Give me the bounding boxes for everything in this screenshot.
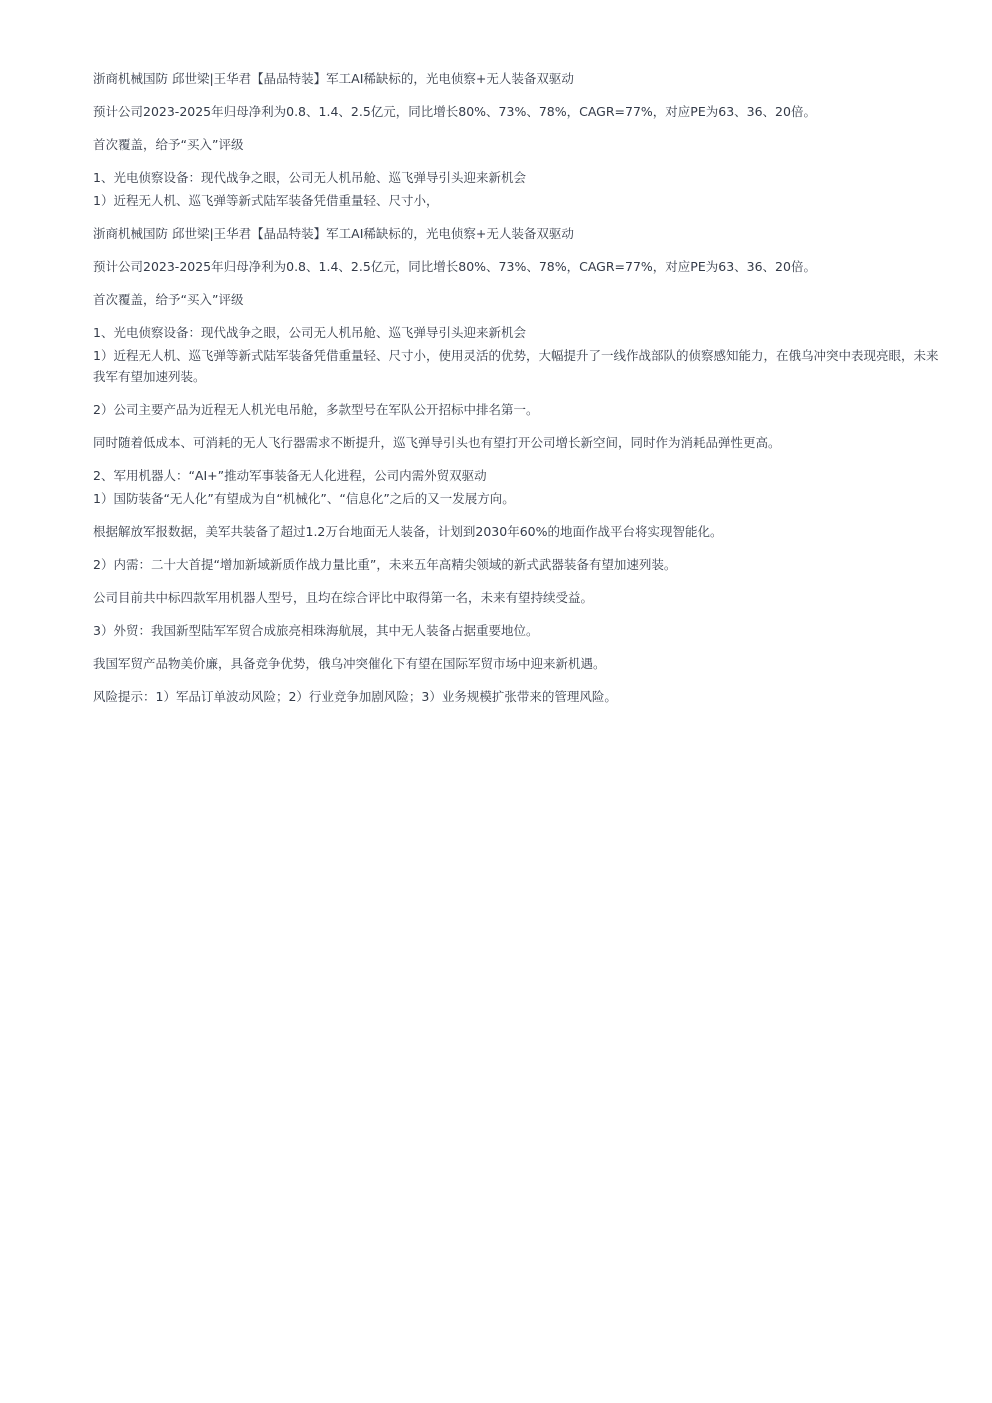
section-1-note: 同时随着低成本、可消耗的无人飞行器需求不断提升，巡飞弹导引头也有望打开公司增长新空间，同时作为消耗品弹性更高。	[93, 435, 781, 450]
section-heading-1: 1、光电侦察设备：现代战争之眼，公司无人机吊舱、巡飞弹导引头迎来新机会	[93, 170, 526, 185]
section-1-point-2: 2）公司主要产品为近程无人机光电吊舱，多款型号在军队公开招标中排名第一。	[93, 402, 539, 417]
section-2-data-note: 根据解放军报数据，美军共装备了超过1.2万台地面无人装备，计划到2030年60%的地面作战平台将实现智能化。	[93, 524, 723, 539]
document-body	[93, 68, 939, 719]
headline: 浙商机械国防 邱世梁|王华君【晶品特装】军工AI稀缺标的，光电侦察+无人装备双驱动	[93, 71, 574, 86]
section-heading-2: 2、军用机器人：“AI+”推动军事装备无人化进程，公司内需外贸双驱动	[93, 468, 487, 483]
section-2-point-3: 3）外贸：我国新型陆军军贸合成旅亮相珠海航展，其中无人装备占据重要地位。	[93, 623, 539, 638]
forecast-paragraph: 预计公司2023-2025年归母净利为0.8、1.4、2.5亿元，同比增长80%、73%、78%，CAGR=77%，对应PE为63、36、20倍。	[93, 104, 816, 119]
section-1-point-1-partial: 1）近程无人机、巡飞弹等新式陆军装备凭借重量轻、尺寸小，	[93, 193, 439, 208]
rating-paragraph: 首次覆盖，给予“买入”评级	[93, 137, 244, 152]
section-2-point-2: 2）内需：二十大首提“增加新域新质作战力量比重”，未来五年高精尖领域的新式武器装备有望加速列装。	[93, 557, 677, 572]
rating-paragraph-repeat: 首次覆盖，给予“买入”评级	[93, 292, 244, 307]
section-2-contract-note: 公司目前共中标四款军用机器人型号，且均在综合评比中取得第一名，未来有望持续受益。	[93, 590, 594, 605]
forecast-paragraph-repeat: 预计公司2023-2025年归母净利为0.8、1.4、2.5亿元，同比增长80%、73%、78%，CAGR=77%，对应PE为63、36、20倍。	[93, 259, 816, 274]
section-2-point-1: 1）国防装备“无人化”有望成为自“机械化”、“信息化”之后的又一发展方向。	[93, 491, 515, 506]
headline-repeat: 浙商机械国防 邱世梁|王华君【晶品特装】军工AI稀缺标的，光电侦察+无人装备双驱动	[93, 226, 574, 241]
section-1-point-1: 1）近程无人机、巡飞弹等新式陆军装备凭借重量轻、尺寸小，使用灵活的优势，大幅提升了一线作战部队的侦察感知能力，在俄乌冲突中表现亮眼，未来我军有望加速列装。	[93, 348, 939, 384]
risk-warning: 风险提示：1）军品订单波动风险；2）行业竞争加剧风险；3）业务规模扩张带来的管理风险。	[93, 689, 617, 704]
section-heading-1-repeat: 1、光电侦察设备：现代战争之眼，公司无人机吊舱、巡飞弹导引头迎来新机会	[93, 325, 526, 340]
section-2-export-note: 我国军贸产品物美价廉，具备竞争优势，俄乌冲突催化下有望在国际军贸市场中迎来新机遇。	[93, 656, 606, 671]
